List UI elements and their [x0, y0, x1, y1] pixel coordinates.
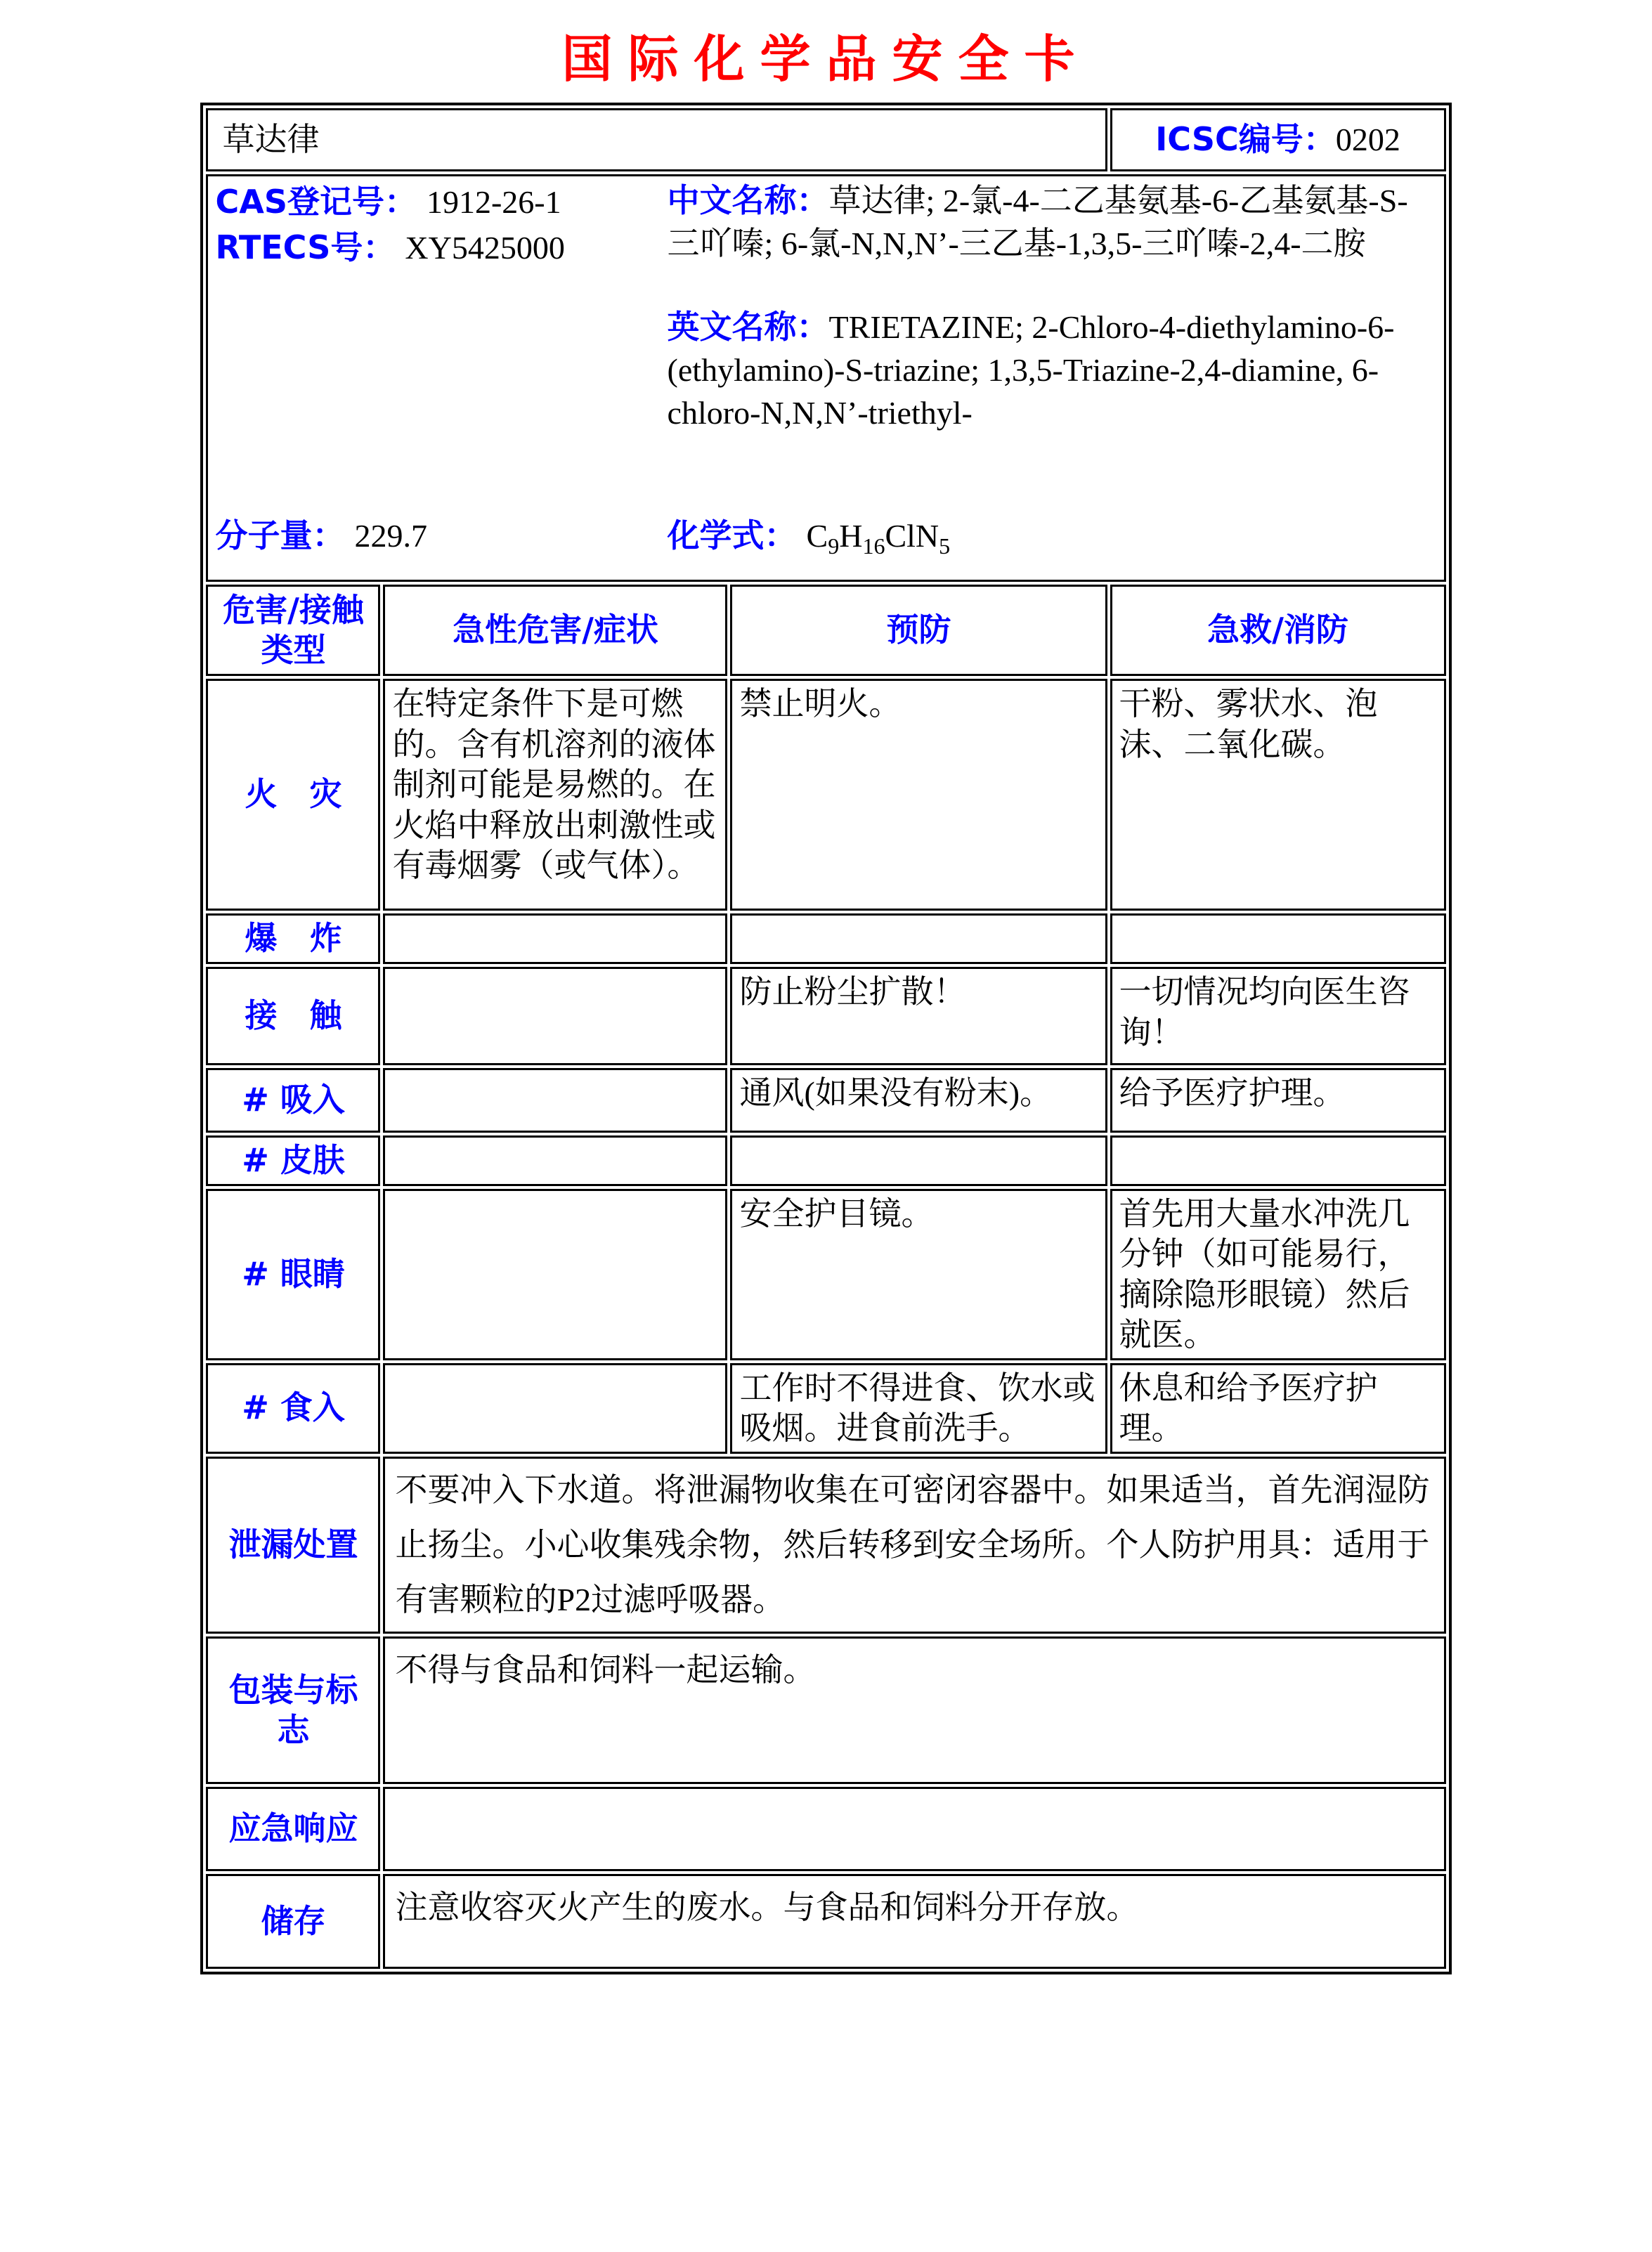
hazard-symptoms — [383, 1363, 727, 1454]
section-row-storage — [206, 1874, 1445, 1969]
cas-label: CAS登记号： — [215, 183, 417, 221]
hazard-type: # 食入 — [206, 1363, 380, 1454]
hazard-prevention — [730, 913, 1107, 964]
english-name-block — [668, 306, 1437, 434]
section-content — [383, 1787, 1445, 1871]
hazard-symptoms — [383, 913, 727, 964]
formula-line — [668, 516, 1437, 560]
card-header-row — [206, 108, 1445, 171]
hazard-table-header-row — [206, 585, 1445, 676]
rtecs-line — [215, 225, 667, 271]
section-row-spillage — [206, 1457, 1445, 1634]
cas-line — [215, 179, 667, 225]
identity-layout — [215, 179, 1436, 570]
chinese-name: 草达律; 2-氯-4-二乙基氨基-6-乙基氨基-S-三吖嗪; 6-氯-N,N,N’-三乙基-1,3,5-三吖嗪-2,4-二胺 — [667, 183, 1408, 261]
hazard-first-aid: 休息和给予医疗护理。 — [1110, 1363, 1446, 1454]
identity-top — [215, 179, 1436, 435]
hazard-row-explosion — [206, 913, 1445, 964]
icsc-label: ICSC编号： — [1155, 120, 1336, 159]
hazard-row-inhalation — [206, 1068, 1445, 1133]
icsc-number: 0202 — [1335, 122, 1400, 158]
identity-bottom — [215, 516, 1436, 570]
hazard-prevention: 防止粉尘扩散！ — [730, 967, 1107, 1065]
english-name: TRIETAZINE; 2-Chloro-4-diethylamino-6-(ethylamino)-S-triazine; 1,3,5-Triazine-2,4-diamine, 6-chloro-N,N,N’-triethyl- — [667, 309, 1395, 431]
chemical-names — [668, 179, 1437, 435]
hazard-symptoms: 在特定条件下是可燃的。含有机溶剂的液体制剂可能是易燃的。在火焰中释放出刺激性或有毒烟雾（或气体）。 — [383, 679, 727, 911]
formula-label: 化学式： — [667, 516, 797, 554]
page-title: 国际化学品安全卡 — [561, 30, 1091, 89]
hazard-prevention: 通风(如果没有粉末)。 — [730, 1068, 1107, 1133]
chinese-name-label: 中文名称： — [667, 181, 829, 219]
hazard-first-aid: 干粉、雾状水、泡沫、二氧化碳。 — [1110, 679, 1446, 911]
hazard-row-skin — [206, 1135, 1445, 1186]
rtecs-label: RTECS号： — [215, 228, 396, 267]
hazard-type: # 眼睛 — [206, 1189, 380, 1360]
hazard-symptoms — [383, 1135, 727, 1186]
chinese-name-block — [668, 179, 1437, 265]
hazard-type: 火 灾 — [206, 679, 380, 911]
molecular-weight-label: 分子量： — [215, 516, 345, 554]
section-content: 注意收容灭火产生的废水。与食品和饲料分开存放。 — [383, 1874, 1445, 1969]
hazard-type: 爆 炸 — [206, 913, 380, 964]
section-content: 不得与食品和饲料一起运输。 — [383, 1636, 1445, 1784]
hazard-row-exposure — [206, 967, 1445, 1065]
hazard-type: # 吸入 — [206, 1068, 380, 1133]
hazard-row-fire — [206, 679, 1445, 911]
hazard-row-eyes — [206, 1189, 1445, 1360]
section-label: 泄漏处置 — [206, 1457, 380, 1634]
hazard-first-aid: 给予医疗护理。 — [1110, 1068, 1446, 1133]
hazard-type: 接 触 — [206, 967, 380, 1065]
hazard-first-aid — [1110, 913, 1446, 964]
substance-name: 草达律 — [206, 108, 1107, 171]
hazard-symptoms — [383, 967, 727, 1065]
hazard-symptoms — [383, 1068, 727, 1133]
section-row-packaging — [206, 1636, 1445, 1784]
header-first-aid: 急救/消防 — [1110, 585, 1446, 676]
header-acute-hazards: 急性危害/症状 — [383, 585, 727, 676]
section-label: 包装与标志 — [206, 1636, 380, 1784]
identity-cell — [206, 174, 1445, 582]
hazard-row-ingestion — [206, 1363, 1445, 1454]
hazard-prevention: 安全护目镜。 — [730, 1189, 1107, 1360]
cas-number: 1912-26-1 — [426, 184, 561, 220]
formula-value: $C_9H_{16}ClN_5$ — [806, 517, 951, 559]
molecular-weight-line — [215, 516, 667, 560]
english-name-label: 英文名称： — [667, 308, 829, 346]
molecular-weight-value: 229.7 — [354, 517, 427, 554]
section-label: 应急响应 — [206, 1787, 380, 1871]
hazard-prevention: 工作时不得进食、饮水或吸烟。进食前洗手。 — [730, 1363, 1107, 1454]
safety-card-table — [200, 103, 1451, 1974]
identity-row — [206, 174, 1445, 582]
rtecs-number: XY5425000 — [405, 230, 565, 266]
section-label: 储存 — [206, 1874, 380, 1969]
hazard-prevention — [730, 1135, 1107, 1186]
hazard-type: # 皮肤 — [206, 1135, 380, 1186]
hazard-symptoms — [383, 1189, 727, 1360]
header-hazard-type: 危害/接触类型 — [206, 585, 380, 676]
hazard-first-aid: 首先用大量水冲洗几分钟（如可能易行，摘除隐形眼镜）然后就医。 — [1110, 1189, 1446, 1360]
hazard-prevention: 禁止明火。 — [730, 679, 1107, 911]
registry-numbers — [215, 179, 667, 435]
hazard-first-aid — [1110, 1135, 1446, 1186]
section-content: 不要冲入下水道。将泄漏物收集在可密闭容器中。如果适当，首先润湿防止扬尘。小心收集残余物，然后转移到安全场所。个人防护用具：适用于有害颗粒的P2过滤呼吸器。 — [383, 1457, 1445, 1634]
header-prevention: 预防 — [730, 585, 1107, 676]
hazard-first-aid: 一切情况均向医生咨询！ — [1110, 967, 1446, 1065]
icsc-number-cell — [1110, 108, 1446, 171]
section-row-emergency — [206, 1787, 1445, 1871]
